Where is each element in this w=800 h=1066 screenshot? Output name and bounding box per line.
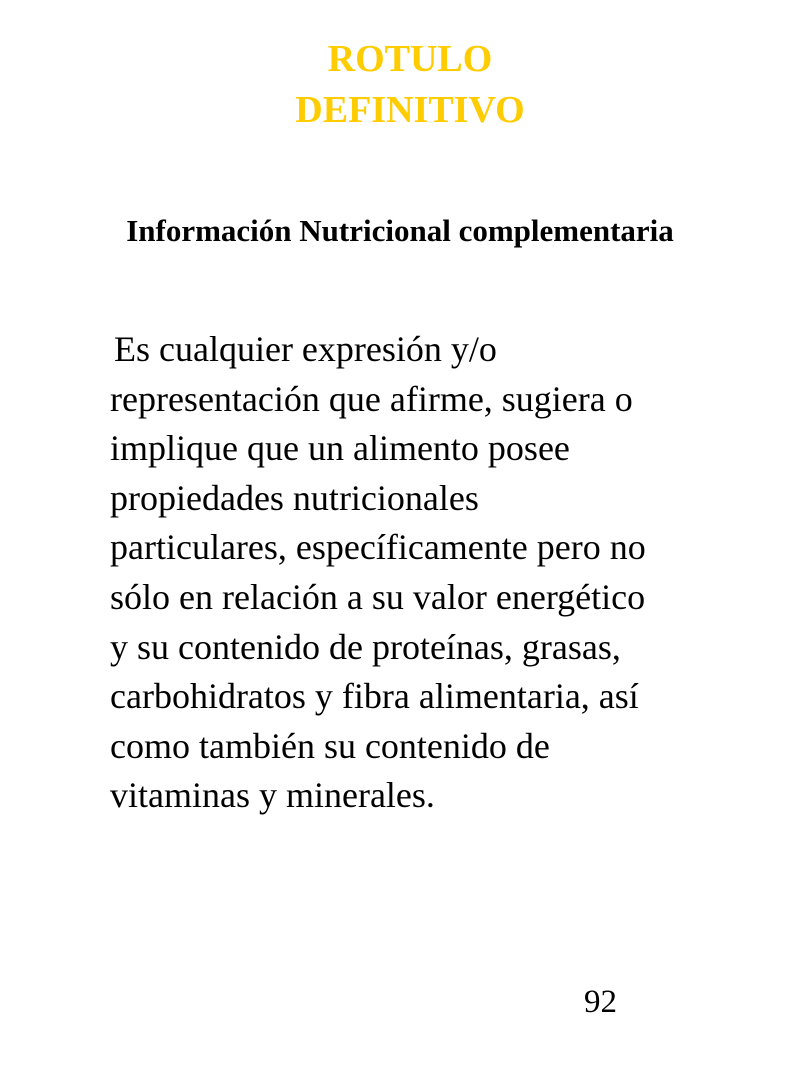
paragraph-line: carbohidratos y fibra alimentaria, así (110, 676, 639, 717)
definition-paragraph (110, 325, 770, 821)
paragraph-line: Es cualquier expresión y/o (114, 329, 497, 369)
paragraph-line: particulares, específicamente pero no (110, 527, 646, 568)
paragraph-line: sólo en relación a su valor energético (110, 576, 646, 617)
paragraph-line: propiedades nutricionales (110, 477, 479, 518)
paragraph-line: como también su contenido de (110, 725, 550, 766)
paragraph-line: vitaminas y minerales. (110, 775, 435, 816)
slide-title (0, 34, 800, 136)
title-line-2: DEFINITIVO (295, 89, 525, 131)
page-number: 92 (584, 984, 617, 1020)
paragraph-line: representación que afirme, sugiera o (110, 378, 633, 419)
paragraph-line: y su contenido de proteínas, grasas, (110, 626, 621, 667)
section-subtitle: Información Nutricional complementaria (126, 213, 674, 248)
title-line-1: ROTULO (327, 38, 493, 80)
paragraph-line: implique que un alimento posee (110, 428, 570, 469)
